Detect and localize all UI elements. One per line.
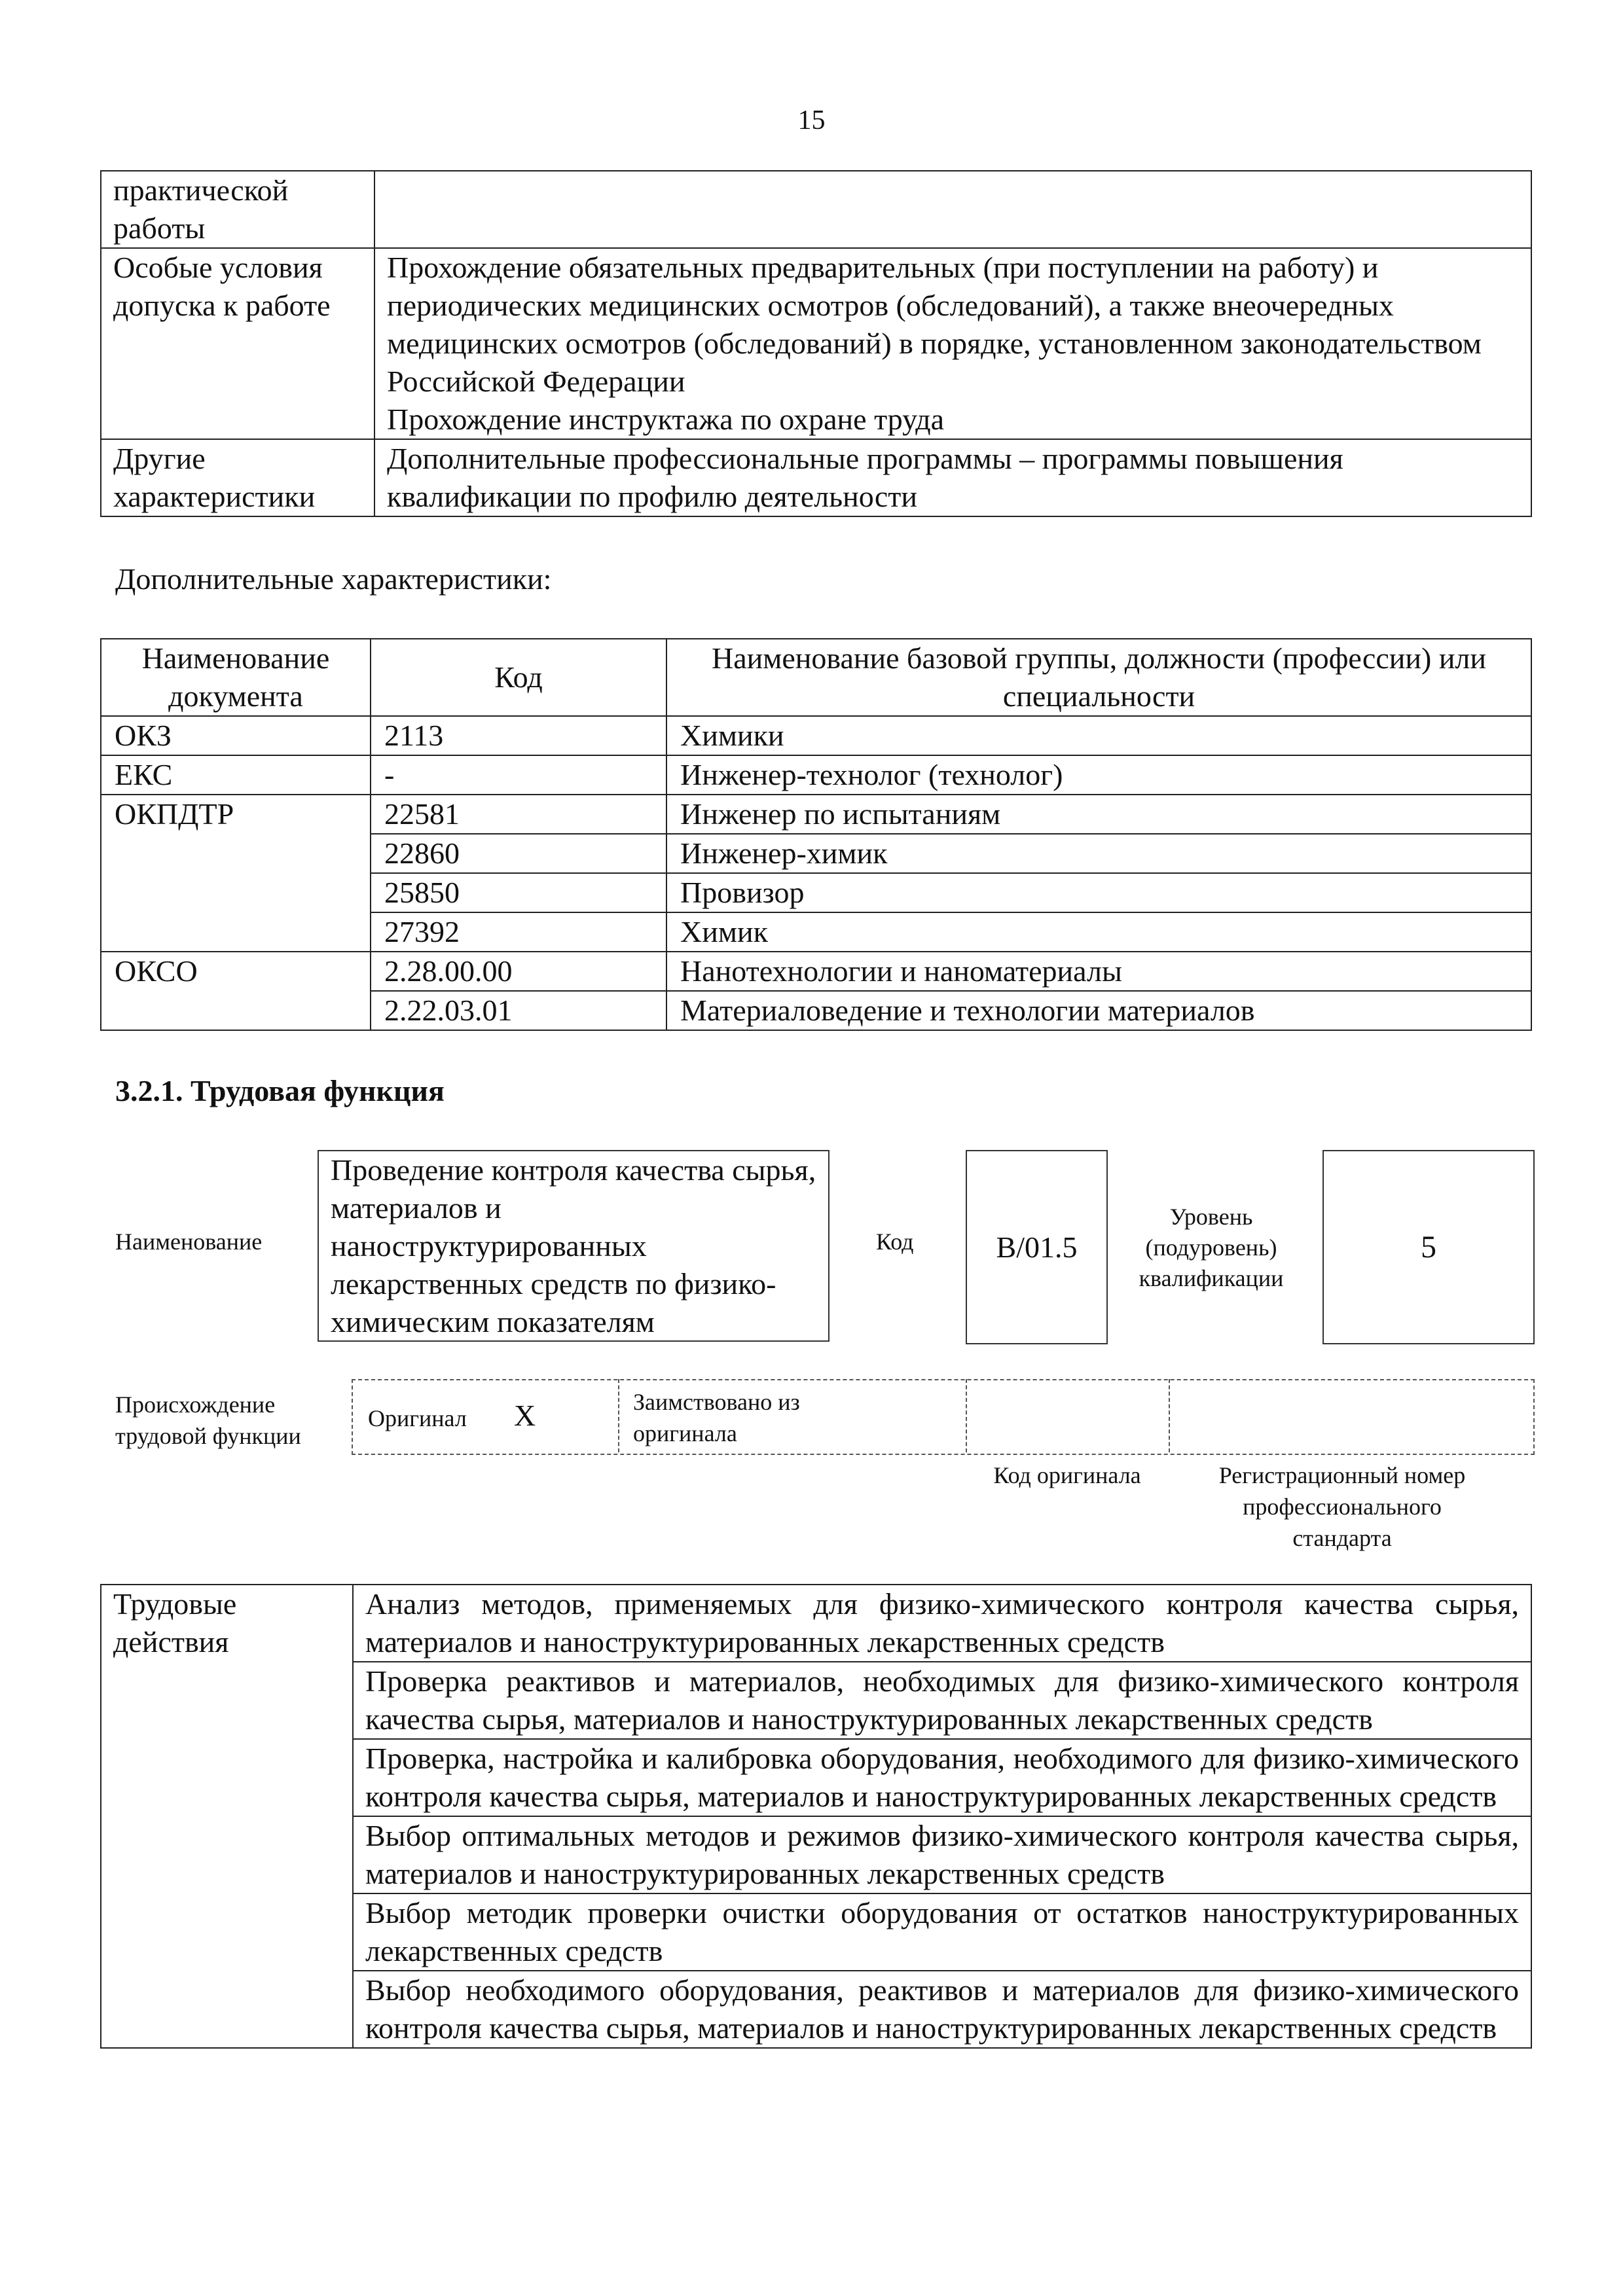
origin-divider [1169,1379,1171,1452]
name-cell: Инженер-химик [666,834,1531,873]
qualification-level-value: 5 [1421,1230,1436,1265]
name-cell: Провизор [666,873,1531,912]
table-row [101,991,1531,1030]
table-row [101,834,1531,873]
code-cell: 2.28.00.00 [371,952,666,991]
registration-number-caption: Регистрационный номер профессионального стандарта [1218,1462,1466,1551]
additional-characteristics-table [100,638,1532,1031]
doc-cell [101,873,371,912]
labor-action-item: Выбор оптимальных методов и режимов физико-химического контроля качества сырья, материалов и наноструктурированных лекарственных средств [353,1816,1531,1893]
row-value-line: Прохождение обязательных предварительных (при поступлении на работу) и периодических медицинских осмотров (обследований), а также внеочередных медицинских осмотров (обследований) в порядке, установленном законодательством Российской Федерации [387,251,1482,398]
function-name-label: Наименование [115,1229,263,1255]
code-cell: 2.22.03.01 [371,991,666,1030]
labor-action-item: Выбор необходимого оборудования, реактивов и материалов для физико-химического контроля качества сырья, материалов и наноструктурированных лекарственных средств [353,1971,1531,2048]
table-header-row [101,639,1531,716]
row-label: практической работы [101,171,374,248]
original-label: Оригинал [368,1405,467,1431]
name-cell: Химик [666,912,1531,952]
table-row [101,795,1531,834]
function-code-value: B/01.5 [996,1230,1078,1264]
labor-action-item: Проверка реактивов и материалов, необходимых для физико-химического контроля качества сырья, материалов и наноструктурированных лекарственных средств [353,1662,1531,1739]
name-cell: Химики [666,716,1531,755]
row-value: Дополнительные профессиональные программы – программы повышения квалификации по профилю деятельности [374,439,1531,516]
code-cell: - [371,755,666,795]
name-cell: Инженер по испытаниям [666,795,1531,834]
row-value-line: Прохождение инструктажа по охране труда [387,403,945,436]
table-row [101,755,1531,795]
code-cell: 2113 [371,716,666,755]
qualification-requirements-table [100,170,1532,517]
code-cell: 27392 [371,912,666,952]
table-row [101,1585,1531,1662]
labor-actions-table [100,1584,1532,2049]
section-title: 3.2.1. Трудовая функция [115,1074,445,1107]
page-number: 15 [797,105,826,135]
table-row [101,248,1531,439]
table-row [101,439,1531,516]
code-cell: 22860 [371,834,666,873]
doc-cell: ОКЗ [101,716,371,755]
table-row [101,716,1531,755]
labor-action-item: Проверка, настройка и калибровка оборудования, необходимого для физико-химического контроля качества сырья, материалов и наноструктурированных лекарственных средств [353,1739,1531,1816]
doc-cell [101,912,371,952]
code-cell: 22581 [371,795,666,834]
original-code-caption: Код оригинала [993,1462,1141,1488]
origin-divider [618,1379,621,1452]
labor-actions-label: Трудовые действия [101,1585,353,2048]
borrowed-label: Заимствовано из оригинала [633,1389,800,1446]
qualification-level-box [1322,1150,1535,1344]
name-cell: Инженер-технолог (технолог) [666,755,1531,795]
function-code-box [966,1150,1108,1344]
function-code-label: Код [876,1229,914,1255]
qualification-level-label: Уровень (подуровень) квалификации [1139,1204,1284,1291]
table-row [101,873,1531,912]
labor-action-item: Выбор методик проверки очистки оборудования от остатков наноструктурированных лекарственных средств [353,1893,1531,1971]
additional-characteristics-title: Дополнительные характеристики: [115,562,552,596]
labor-action-item: Анализ методов, применяемых для физико-химического контроля качества сырья, материалов и наноструктурированных лекарственных средств [353,1585,1531,1662]
table-row [101,171,1531,248]
row-value [374,171,1531,248]
doc-cell [101,991,371,1030]
column-header: Наименование документа [101,639,371,716]
table-row [101,912,1531,952]
column-header: Наименование базовой группы, должности (профессии) или специальности [666,639,1531,716]
origin-divider [966,1379,968,1452]
name-cell: Материаловедение и технологии материалов [666,991,1531,1030]
row-label: Другие характеристики [101,439,374,516]
original-mark: X [514,1399,536,1432]
doc-cell: ОКСО [101,952,371,991]
doc-cell [101,834,371,873]
code-cell: 25850 [371,873,666,912]
row-value [374,248,1531,439]
doc-cell: ОКПДТР [101,795,371,834]
name-cell: Нанотехнологии и наноматериалы [666,952,1531,991]
row-label: Особые условия допуска к работе [101,248,374,439]
column-header: Код [371,639,666,716]
doc-cell: ЕКС [101,755,371,795]
origin-label: Происхождение трудовой функции [115,1391,301,1449]
function-name-box: Проведение контроля качества сырья, материалов и наноструктурированных лекарственных средств по физико-химическим показателям [318,1150,830,1342]
table-row [101,952,1531,991]
